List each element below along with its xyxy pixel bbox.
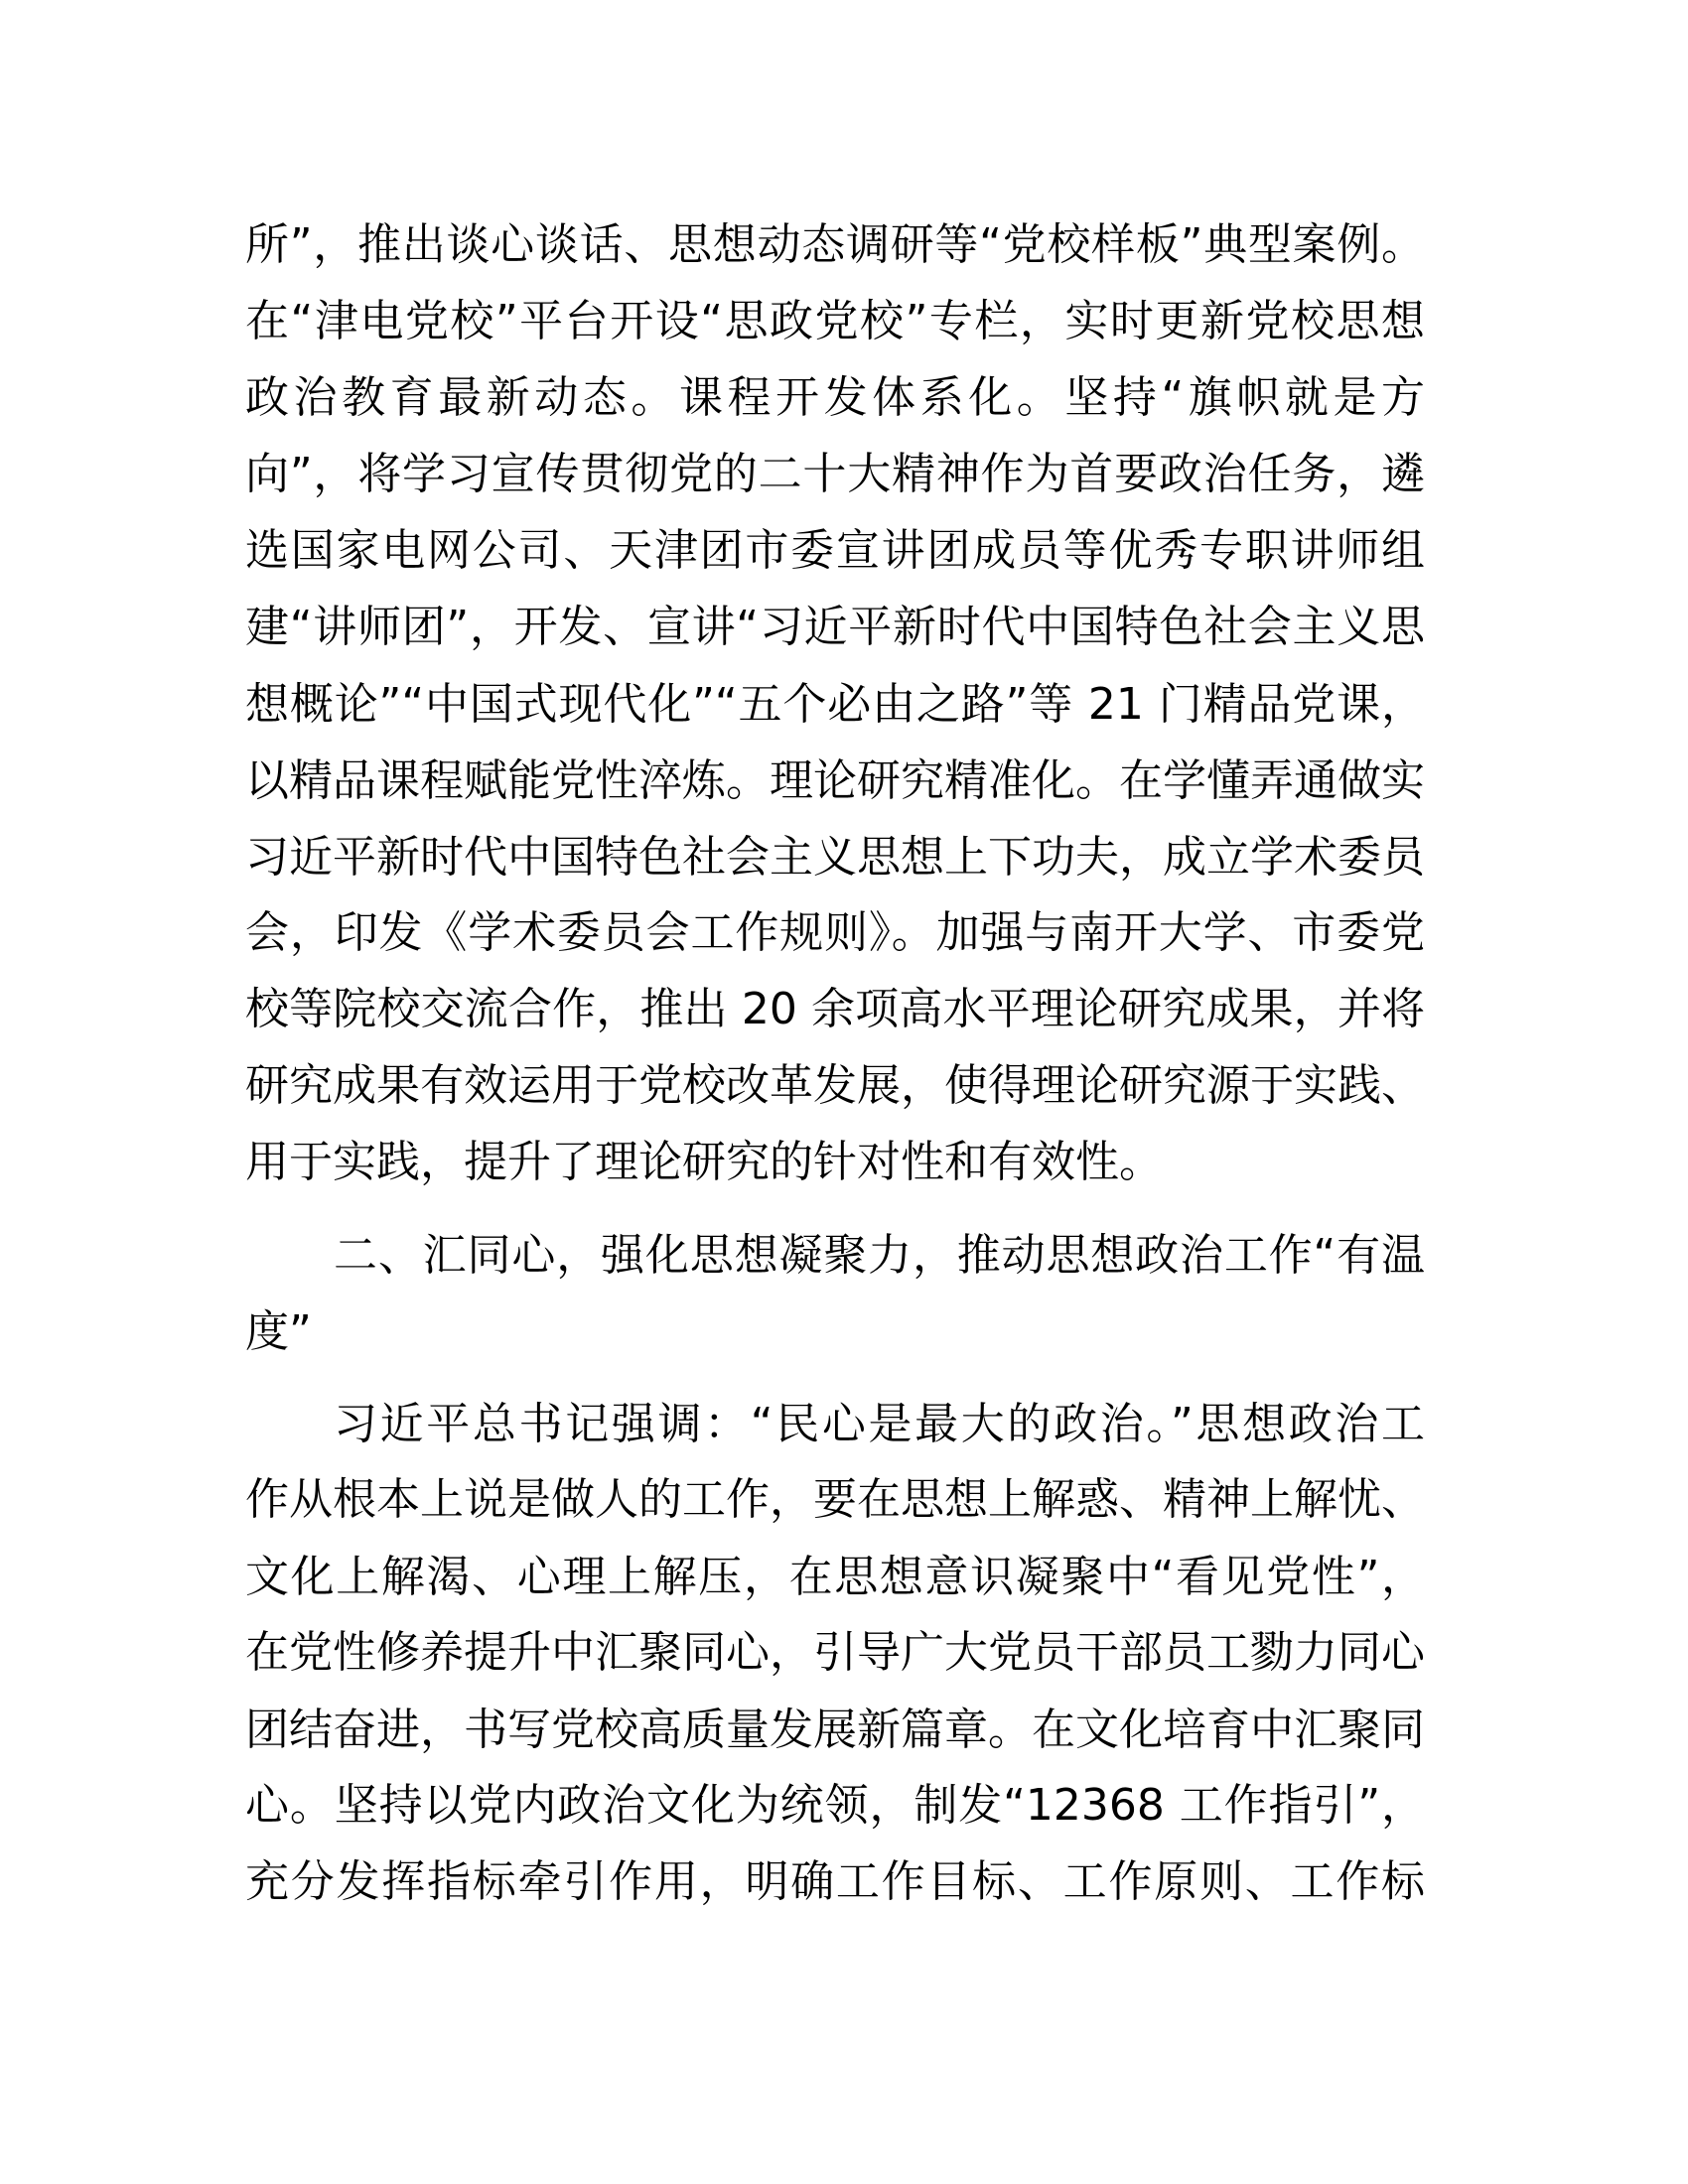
- paragraph-line: 校等院校交流合作，推出 20 余项高水平理论研究成果，并将: [245, 984, 1425, 1034]
- section-heading-line: 二、汇同心，强化思想凝聚力，推动思想政治工作“有温: [334, 1230, 1425, 1281]
- paragraph-line: 团结奋进，书写党校高质量发展新篇章。在文化培育中汇聚同: [245, 1705, 1425, 1755]
- paragraph-line: 研究成果有效运用于党校改革发展，使得理论研究源于实践、: [245, 1060, 1425, 1111]
- paragraph-line: 在党性修养提升中汇聚同心，引导广大党员干部员工勠力同心: [245, 1627, 1425, 1678]
- paragraph-line: 所”，推出谈心谈话、思想动态调研等“党校样板”典型案例。: [245, 219, 1425, 270]
- paragraph-line: 心。坚持以党内政治文化为统领，制发“12368 工作指引”，: [245, 1780, 1425, 1831]
- paragraph-line: 会，印发《学术委员会工作规则》。加强与南开大学、市委党: [245, 907, 1425, 958]
- paragraph-line: 用于实践，提升了理论研究的针对性和有效性。: [245, 1137, 1163, 1187]
- paragraph-line: 文化上解渴、心理上解压，在思想意识凝聚中“看见党性”，: [245, 1552, 1425, 1602]
- paragraph-line: 选国家电网公司、天津团市委宣讲团成员等优秀专职讲师组: [245, 525, 1425, 576]
- paragraph-line: 向”，将学习宣传贯彻党的二十大精神作为首要政治任务，遴: [245, 449, 1425, 499]
- paragraph-line: 建“讲师团”，开发、宣讲“习近平新时代中国特色社会主义思: [245, 602, 1425, 652]
- section-heading-line: 度”: [245, 1306, 312, 1357]
- paragraph-line: 充分发挥指标牵引作用，明确工作目标、工作原则、工作标: [245, 1856, 1425, 1907]
- paragraph-line: 习近平总书记强调：“民心是最大的政治。”思想政治工: [334, 1399, 1425, 1449]
- paragraph-line: 在“津电党校”平台开设“思政党校”专栏，实时更新党校思想: [245, 296, 1425, 346]
- paragraph-line: 政治教育最新动态。课程开发体系化。坚持“旗帜就是方: [245, 372, 1425, 423]
- paragraph-line: 想概论”“中国式现代化”“五个必由之路”等 21 门精品党课，: [245, 679, 1425, 730]
- paragraph-line: 作从根本上说是做人的工作，要在思想上解惑、精神上解忧、: [245, 1474, 1425, 1525]
- paragraph-line: 习近平新时代中国特色社会主义思想上下功夫，成立学术委员: [245, 832, 1425, 883]
- paragraph-line: 以精品课程赋能党性淬炼。理论研究精准化。在学懂弄通做实: [245, 755, 1425, 806]
